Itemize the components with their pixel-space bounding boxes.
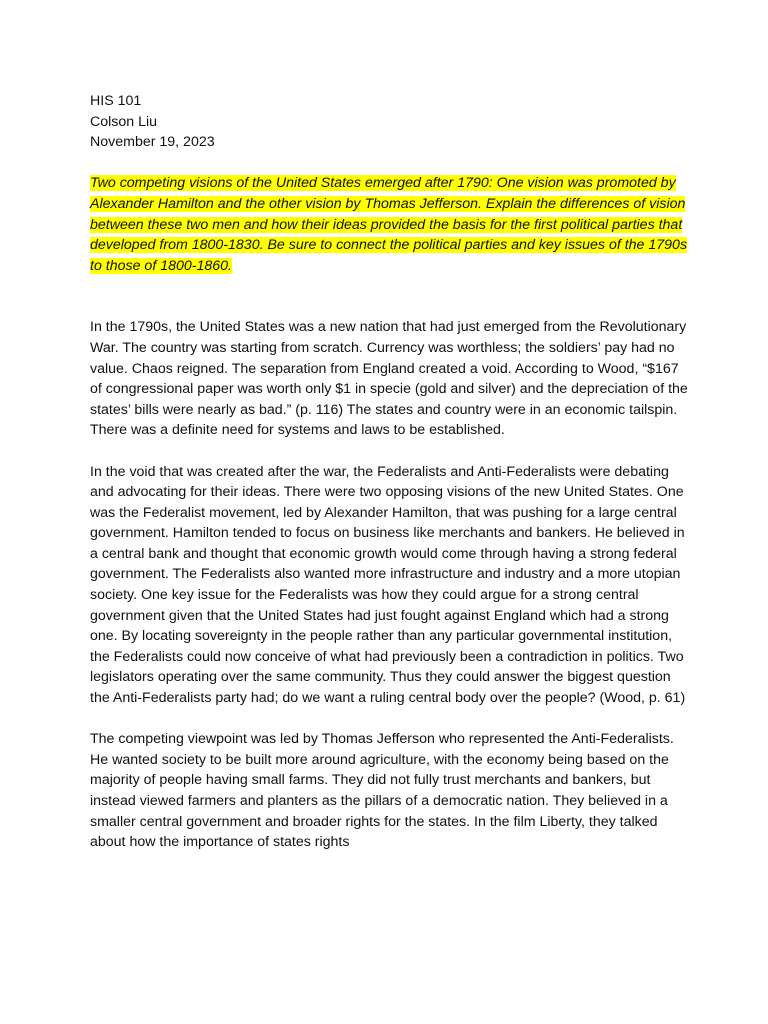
document-page — [90, 91, 690, 853]
body-paragraph-1: In the 1790s, the United States was a new nation that had just emerged from the Revolutionary War. The country was starting from scratch. Currency was worthless; the soldiers’ pay had no value. Chaos reigned. The separation from England created a void. According to Wood, “$167 of congressional paper was worth only $1 in specie (gold and silver) and the depreciation of the states’ bills were nearly as bad.” (p. 116) The states and country were in an economic tailspin. There was a definite need for systems and laws to be established. — [90, 319, 688, 439]
body-paragraph-2: In the void that was created after the war, the Federalists and Anti-Federalists were debating and advocating for their ideas. There were two opposing visions of the new United States. One was the Federalist movement, led by Alexander Hamilton, that was pushing for a large central government. Hamilton tended to focus on business like merchants and bankers. He believed in a central bank and thought that economic growth would come through having a strong federal government. The Federalists also wanted more infrastructure and industry and a more utopian society. One key issue for the Federalists was how they could argue for a strong central government given that the United States had just fought against England which had a strong one. By locating sovereignty in the people rather than any particular governmental institution, the Federalists could now conceive of what had previously been a contradiction in politics. Two legislators operating over the same community. Thus they could answer the biggest question the Anti-Federalists party had; do we want a ruling central body over the people? (Wood, p. 61) — [90, 463, 686, 707]
body-paragraph-3: The competing viewpoint was led by Thomas Jefferson who represented the Anti-Federalists. He wanted society to be built more around agriculture, with the economy being based on the majority of people having small farms. They did not fully trust merchants and bankers, but instead viewed farmers and planters as the pillars of a democratic nation. They believed in a smaller central government and broader rights for the states. In the film Liberty, they talked about how the importance of states rights — [90, 731, 674, 851]
author-name: Colson Liu — [90, 113, 158, 130]
essay-prompt — [90, 173, 690, 276]
course-code: HIS 101 — [90, 93, 142, 109]
document-date: November 19, 2023 — [90, 134, 215, 151]
highlighted-prompt-text: Two competing visions of the United States emerged after 1790: One vision was promoted by Alexander Hamilton and the other vision by Thomas Jefferson. Explain the differences of vision between these two men and how their ideas provided the basis for the first political parties that developed from 1800-1830. Be sure to connect the political parties and key issues of the 1790s to those of 1800-1860. — [90, 175, 688, 274]
